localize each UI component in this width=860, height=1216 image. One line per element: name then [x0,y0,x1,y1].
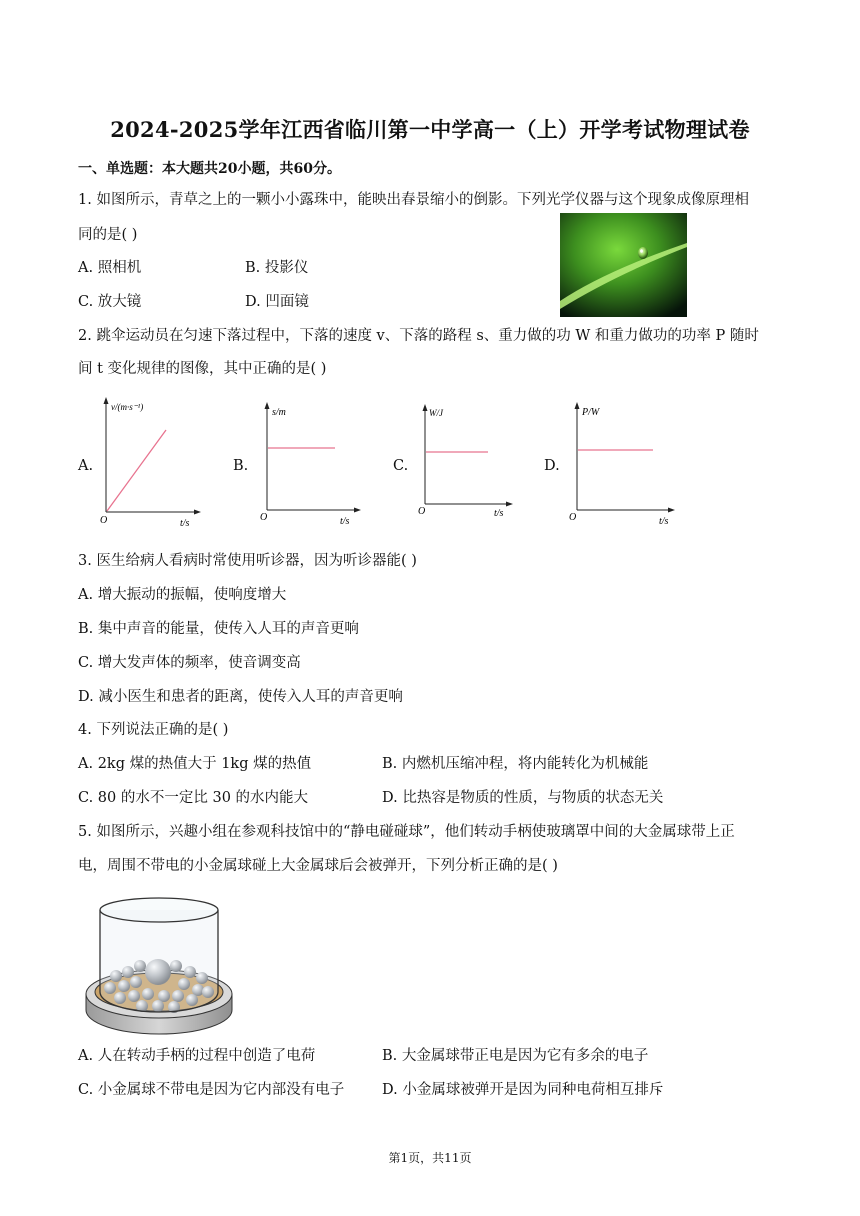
q5-option-d: D. 小金属球被弹开是因为同种电荷相互排斥 [382,1082,664,1098]
graph-a-xlabel: t/s [180,518,190,528]
graph-a-line [107,430,166,511]
q2-text-line2: 间 t 变化规律的图像，其中正确的是( ) [78,361,327,377]
exam-title: 2024-2025学年江西省临川第一中学高一（上）开学考试物理试卷 [110,117,750,142]
q3-text: 3. 医生给病人看病时常使用听诊器，因为听诊器能( ) [78,553,417,569]
q1-option-b: B. 投影仪 [245,260,309,276]
q5-option-c: C. 小金属球不带电是因为它内部没有电子 [78,1082,345,1098]
q1-option-d: D. 凹面镜 [245,294,309,310]
q3-option-b: B. 集中声音的能量，使传入人耳的声音更响 [78,621,359,637]
graph-d-xlabel: t/s [659,516,669,527]
q4-option-c: C. 80 的水不一定比 30 的水内能大 [78,790,309,806]
graph-a-ylabel: v/(m·s⁻¹) [111,402,144,412]
q2-option-d-label: D. [544,458,560,474]
q1-option-a: A. 照相机 [78,260,142,276]
graph-b-origin: O [260,512,268,523]
q3-option-d: D. 减小医生和患者的距离，使传入人耳的声音更响 [78,689,403,705]
electrostatic-balls-diagram [80,892,240,1042]
q4-option-d: D. 比热容是物质的性质，与物质的状态无关 [382,790,664,806]
q4-text: 4. 下列说法正确的是( ) [78,722,229,738]
graph-b-ylabel: s/m [272,407,286,418]
q2-option-c-label: C. [393,458,409,474]
q3-option-c: C. 增大发声体的频率，使音调变高 [78,655,301,671]
q2-text-line1: 2. 跳伞运动员在匀速下落过程中，下落的速度 v、下落的路程 s、重力做的功 W 和重力做功的功率 P 随时 [78,328,759,344]
graph-a-velocity [98,396,202,528]
q4-option-b: B. 内燃机压缩冲程，将内能转化为机械能 [382,756,649,772]
graph-d-power [566,400,678,528]
graph-c-ylabel: W/J [429,408,443,418]
graph-c-origin: O [418,506,426,517]
q5-text-line1: 5. 如图所示，兴趣小组在参观科技馆中的“静电碰碰球”，他们转动手柄使玻璃罩中间的大金属球带上正 [78,824,735,840]
q4-option-a: A. 2kg 煤的热值大于 1kg 煤的热值 [78,756,312,772]
q2-option-a-label: A. [78,458,94,474]
q3-option-a: A. 增大振动的振幅，使响度增大 [78,587,287,603]
q1-text-line2: 同的是( ) [78,227,138,243]
graph-c-work [416,402,514,522]
graph-b-xlabel: t/s [340,516,350,527]
q5-text-line2: 电，周围不带电的小金属球碰上大金属球后会被弹开，下列分析正确的是( ) [78,858,558,874]
graph-a-origin: O [100,515,108,526]
section-heading: 一、单选题：本大题共20小题，共60分。 [78,161,341,177]
graph-d-ylabel: P/W [582,407,600,418]
q2-option-b-label: B. [233,458,249,474]
q5-option-a: A. 人在转动手柄的过程中创造了电荷 [78,1048,316,1064]
glass-cover [100,898,218,1012]
q1-option-c: C. 放大镜 [78,294,142,310]
graph-d-origin: O [569,512,577,523]
graph-c-xlabel: t/s [494,508,504,519]
page-footer: 第1页，共11页 [388,1151,472,1165]
graph-b-distance [258,400,362,528]
q5-option-b: B. 大金属球带正电是因为它有多余的电子 [382,1048,649,1064]
dewdrop-image [560,213,687,317]
q1-text-line1: 1. 如图所示，青草之上的一颗小小露珠中，能映出春景缩小的倒影。下列光学仪器与这个现象成像原理相 [78,192,749,208]
